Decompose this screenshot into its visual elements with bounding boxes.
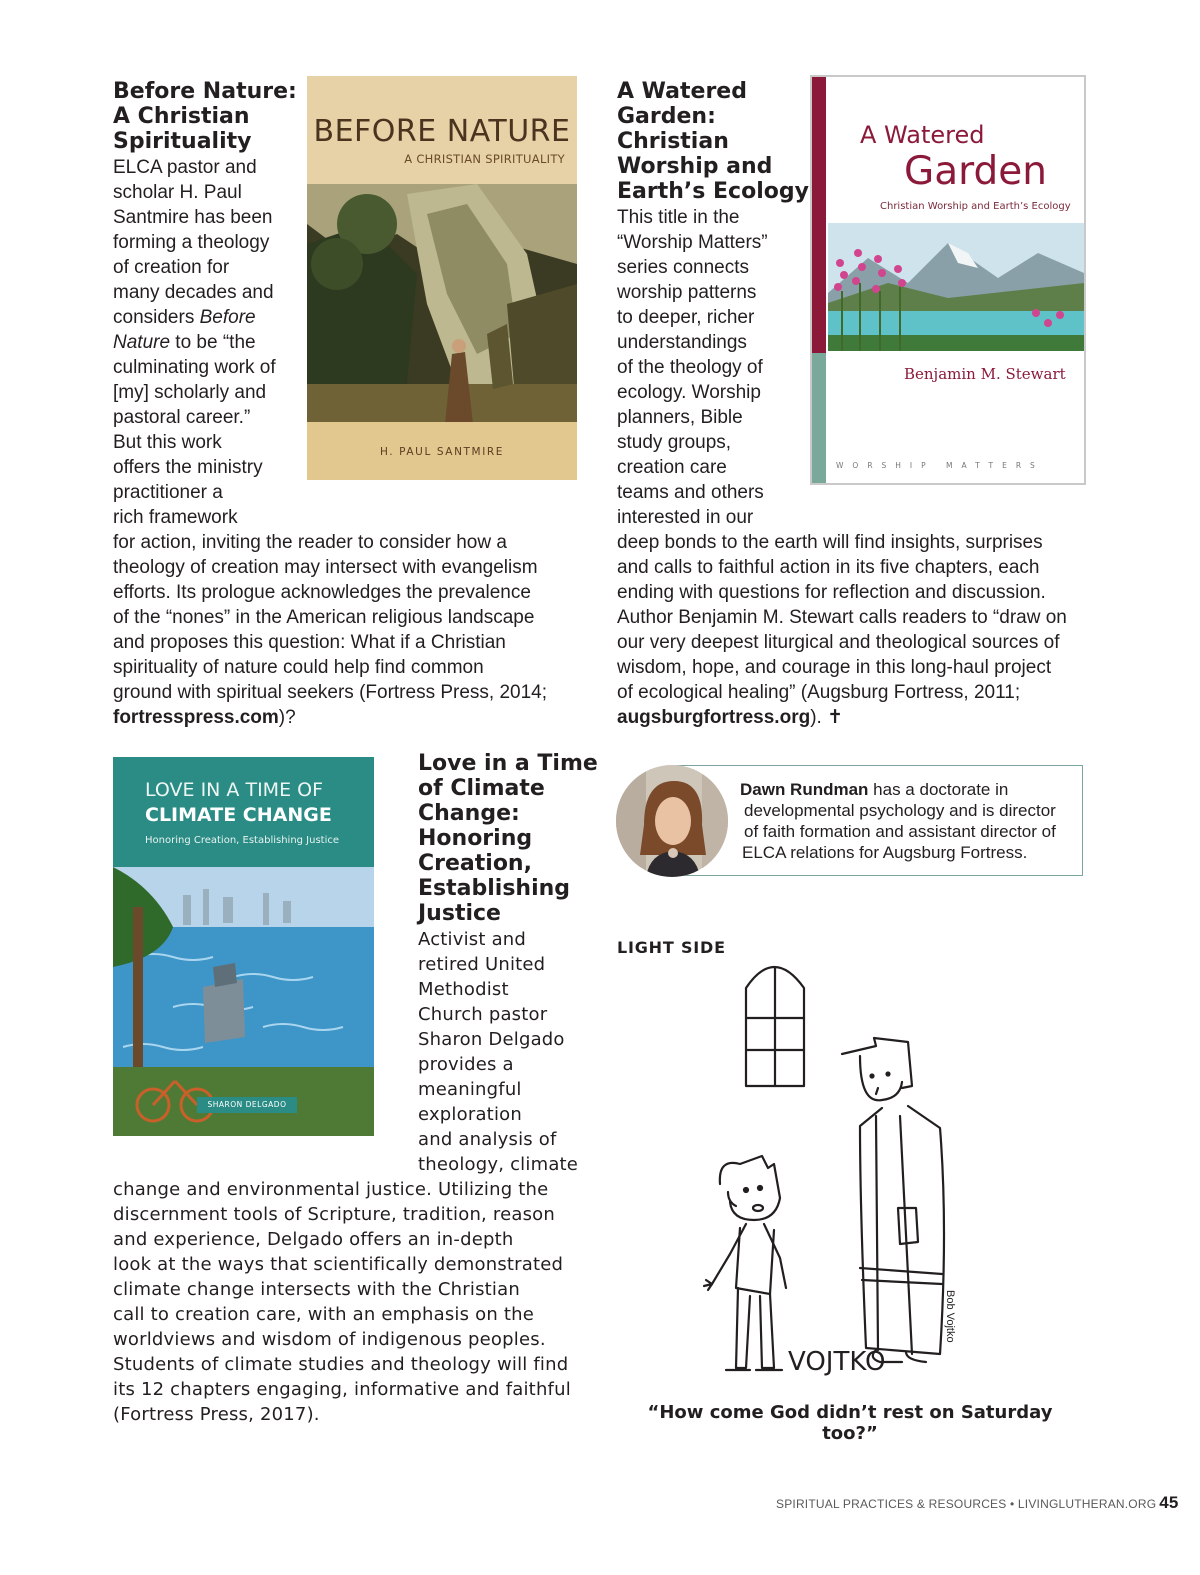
footer-text: SPIRITUAL PRACTICES & RESOURCES • LIVINGLUTHERAN.ORG <box>776 1497 1157 1511</box>
body-line: creation care <box>617 457 727 478</box>
page-footer <box>776 1493 1179 1513</box>
body-line: ending with questions for reflection and discussion. <box>617 582 1046 603</box>
review-body-love-climate-top <box>418 927 578 1177</box>
body-line: [my] scholarly and <box>113 382 267 403</box>
title-line: Christian <box>617 129 729 154</box>
body-line: practitioner a <box>113 482 223 503</box>
body-line: retired United <box>418 954 546 975</box>
body-line: call to creation care, with an emphasis on the <box>113 1304 535 1325</box>
book-title-italic: Nature <box>113 332 171 353</box>
cartoon-caption: “How come God didn’t rest on Saturday too?” <box>647 1402 1053 1444</box>
title-line: Before Nature: <box>113 79 297 104</box>
body-line: of the “nones” in the American religious landscape <box>113 607 535 628</box>
body-line: and analysis of <box>418 1129 557 1150</box>
title-line: Love in a Time <box>418 751 598 776</box>
title-line: Change: <box>418 801 520 826</box>
title-line: Earth’s Ecology <box>617 179 809 204</box>
title-line: of Climate <box>418 776 545 801</box>
body-line: ground with spiritual seekers (Fortress Press, 2014; <box>113 682 548 703</box>
bio-line: of faith formation and assistant director of <box>744 822 1056 841</box>
body-text: considers <box>113 307 200 328</box>
body-line: scholar H. Paul <box>113 182 242 203</box>
body-line: our very deepest liturgical and theological sources of <box>617 632 1060 653</box>
body-line: rich framework <box>113 507 238 528</box>
body-line <box>617 705 1067 730</box>
body-line <box>113 705 547 730</box>
body-line: study groups, <box>617 432 732 453</box>
body-line: many decades and <box>113 282 274 303</box>
review-title-watered-garden <box>617 79 809 204</box>
cover-subtitle: A CHRISTIAN SPIRITUALITY <box>404 152 565 166</box>
cover-subtitle: Honoring Creation, Establishing Justice <box>145 835 340 846</box>
body-line: efforts. Its prologue acknowledges the prevalence <box>113 582 531 603</box>
body-line: offers the ministry <box>113 457 263 478</box>
body-line: Activist and <box>418 929 527 950</box>
body-line: change and environmental justice. Utilizing the <box>113 1179 549 1200</box>
body-line: Church pastor <box>418 1004 548 1025</box>
book-cover-watered-garden <box>810 75 1086 485</box>
review-body-love-climate-bottom <box>113 1177 571 1427</box>
book-cover-before-nature <box>307 76 577 480</box>
title-line: Justice <box>418 901 501 926</box>
body-text: )? <box>278 707 296 728</box>
body-line: its 12 chapters engaging, informative and faithful <box>113 1379 571 1400</box>
website-link[interactable]: augsburgfortress.org <box>617 707 811 728</box>
cover-series: WORSHIP MATTERS <box>836 461 1044 470</box>
cover-author: Benjamin M. Stewart <box>904 365 1066 383</box>
review-title-before-nature <box>113 79 297 154</box>
bio-line: ELCA relations for Augsburg Fortress. <box>742 843 1028 862</box>
bio-text: has a doctorate in <box>868 780 1009 799</box>
body-line: series connects <box>617 257 750 278</box>
title-line: Garden: <box>617 104 716 129</box>
body-line: planners, Bible <box>617 407 743 428</box>
body-line: Sharon Delgado <box>418 1029 565 1050</box>
body-line: spirituality of nature could help find common <box>113 657 484 678</box>
cover-spine <box>812 77 826 353</box>
author-bio <box>740 779 1075 863</box>
body-line: “Worship Matters” <box>617 232 768 253</box>
cover-title: A Watered <box>860 121 985 149</box>
body-line: Methodist <box>418 979 509 1000</box>
book-title-italic: Before <box>199 307 256 328</box>
body-line: and calls to faithful action in its five chapters, each <box>617 557 1040 578</box>
body-line: worldviews and wisdom of indigenous peoples. <box>113 1329 546 1350</box>
body-line: to deeper, richer <box>617 307 755 328</box>
bio-line <box>740 779 1075 800</box>
cover-author: SHARON DELGADO <box>197 1097 297 1113</box>
cover-painting <box>113 867 374 1136</box>
body-line: and proposes this question: What if a Christian <box>113 632 506 653</box>
avatar <box>616 765 728 877</box>
title-line: A Christian <box>113 104 250 129</box>
bio-line: developmental psychology and is director <box>744 801 1056 820</box>
body-line: This title in the <box>617 207 740 228</box>
author-portrait <box>616 765 728 877</box>
cartoon-section-label: LIGHT SIDE <box>617 938 726 957</box>
body-line: ELCA pastor and <box>113 157 257 178</box>
body-line: for action, inviting the reader to consider how a <box>113 532 507 553</box>
body-line: worship patterns <box>617 282 757 303</box>
cartoon-credit: Bob Vojtko <box>944 1290 956 1343</box>
body-line: look at the ways that scientifically demonstrated <box>113 1254 564 1275</box>
body-line: wisdom, hope, and courage in this long-haul project <box>617 657 1052 678</box>
cover-title: Garden <box>904 149 1047 194</box>
body-line: of creation for <box>113 257 230 278</box>
body-line: interested in our <box>617 507 754 528</box>
body-line: meaningful <box>418 1079 522 1100</box>
title-line: A Watered <box>617 79 747 104</box>
website-link[interactable]: fortresspress.com <box>113 707 279 728</box>
body-line: discernment tools of Scripture, tradition, reason <box>113 1204 556 1225</box>
cartoon-signature: VOJTKO <box>788 1347 886 1377</box>
body-line: deep bonds to the earth will find insights, surprises <box>617 532 1043 553</box>
body-text: to be “the <box>170 332 256 353</box>
body-line: teams and others <box>617 482 764 503</box>
body-line: But this work <box>113 432 222 453</box>
body-line: Santmire has been <box>113 207 273 228</box>
title-line: Creation, <box>418 851 532 876</box>
cover-photo-lake <box>828 223 1084 351</box>
body-line: provides a <box>418 1054 514 1075</box>
cover-title: CLIMATE CHANGE <box>145 804 332 826</box>
body-text: ). ✝ <box>810 707 844 728</box>
body-line: Author Benjamin M. Stewart calls readers to “draw on <box>617 607 1067 628</box>
title-line: Spirituality <box>113 129 252 154</box>
body-line: of the theology of <box>617 357 763 378</box>
body-line: pastoral career.” <box>113 407 251 428</box>
body-line: (Fortress Press, 2017). <box>113 1404 320 1425</box>
body-line: theology, climate <box>418 1154 579 1175</box>
page-number: 45 <box>1159 1493 1179 1512</box>
cover-spine-lower <box>812 353 826 483</box>
body-line: forming a theology <box>113 232 270 253</box>
body-line: Students of climate studies and theology will find <box>113 1354 569 1375</box>
cover-subtitle: Christian Worship and Earth’s Ecology <box>880 201 1071 212</box>
body-line: climate change intersects with the Christian <box>113 1279 520 1300</box>
cover-author: H. PAUL SANTMIRE <box>379 446 505 458</box>
body-line: ecology. Worship <box>617 382 761 403</box>
body-line: culminating work of <box>113 357 276 378</box>
title-line: Honoring <box>418 826 533 851</box>
review-title-love-climate <box>418 751 598 926</box>
body-line: exploration <box>418 1104 522 1125</box>
cover-title: BEFORE NATURE <box>313 114 571 149</box>
body-line: of ecological healing” (Augsburg Fortress, 2011; <box>617 682 1021 703</box>
title-line: Worship and <box>617 154 773 179</box>
cover-title: LOVE IN A TIME OF <box>145 779 323 801</box>
body-line: theology of creation may intersect with evangelism <box>113 557 538 578</box>
body-line: understandings <box>617 332 747 353</box>
body-line: and experience, Delgado offers an in-depth <box>113 1229 514 1250</box>
author-name: Dawn Rundman <box>740 780 869 799</box>
title-line: Establishing <box>418 876 571 901</box>
book-cover-love-climate <box>113 757 374 1136</box>
